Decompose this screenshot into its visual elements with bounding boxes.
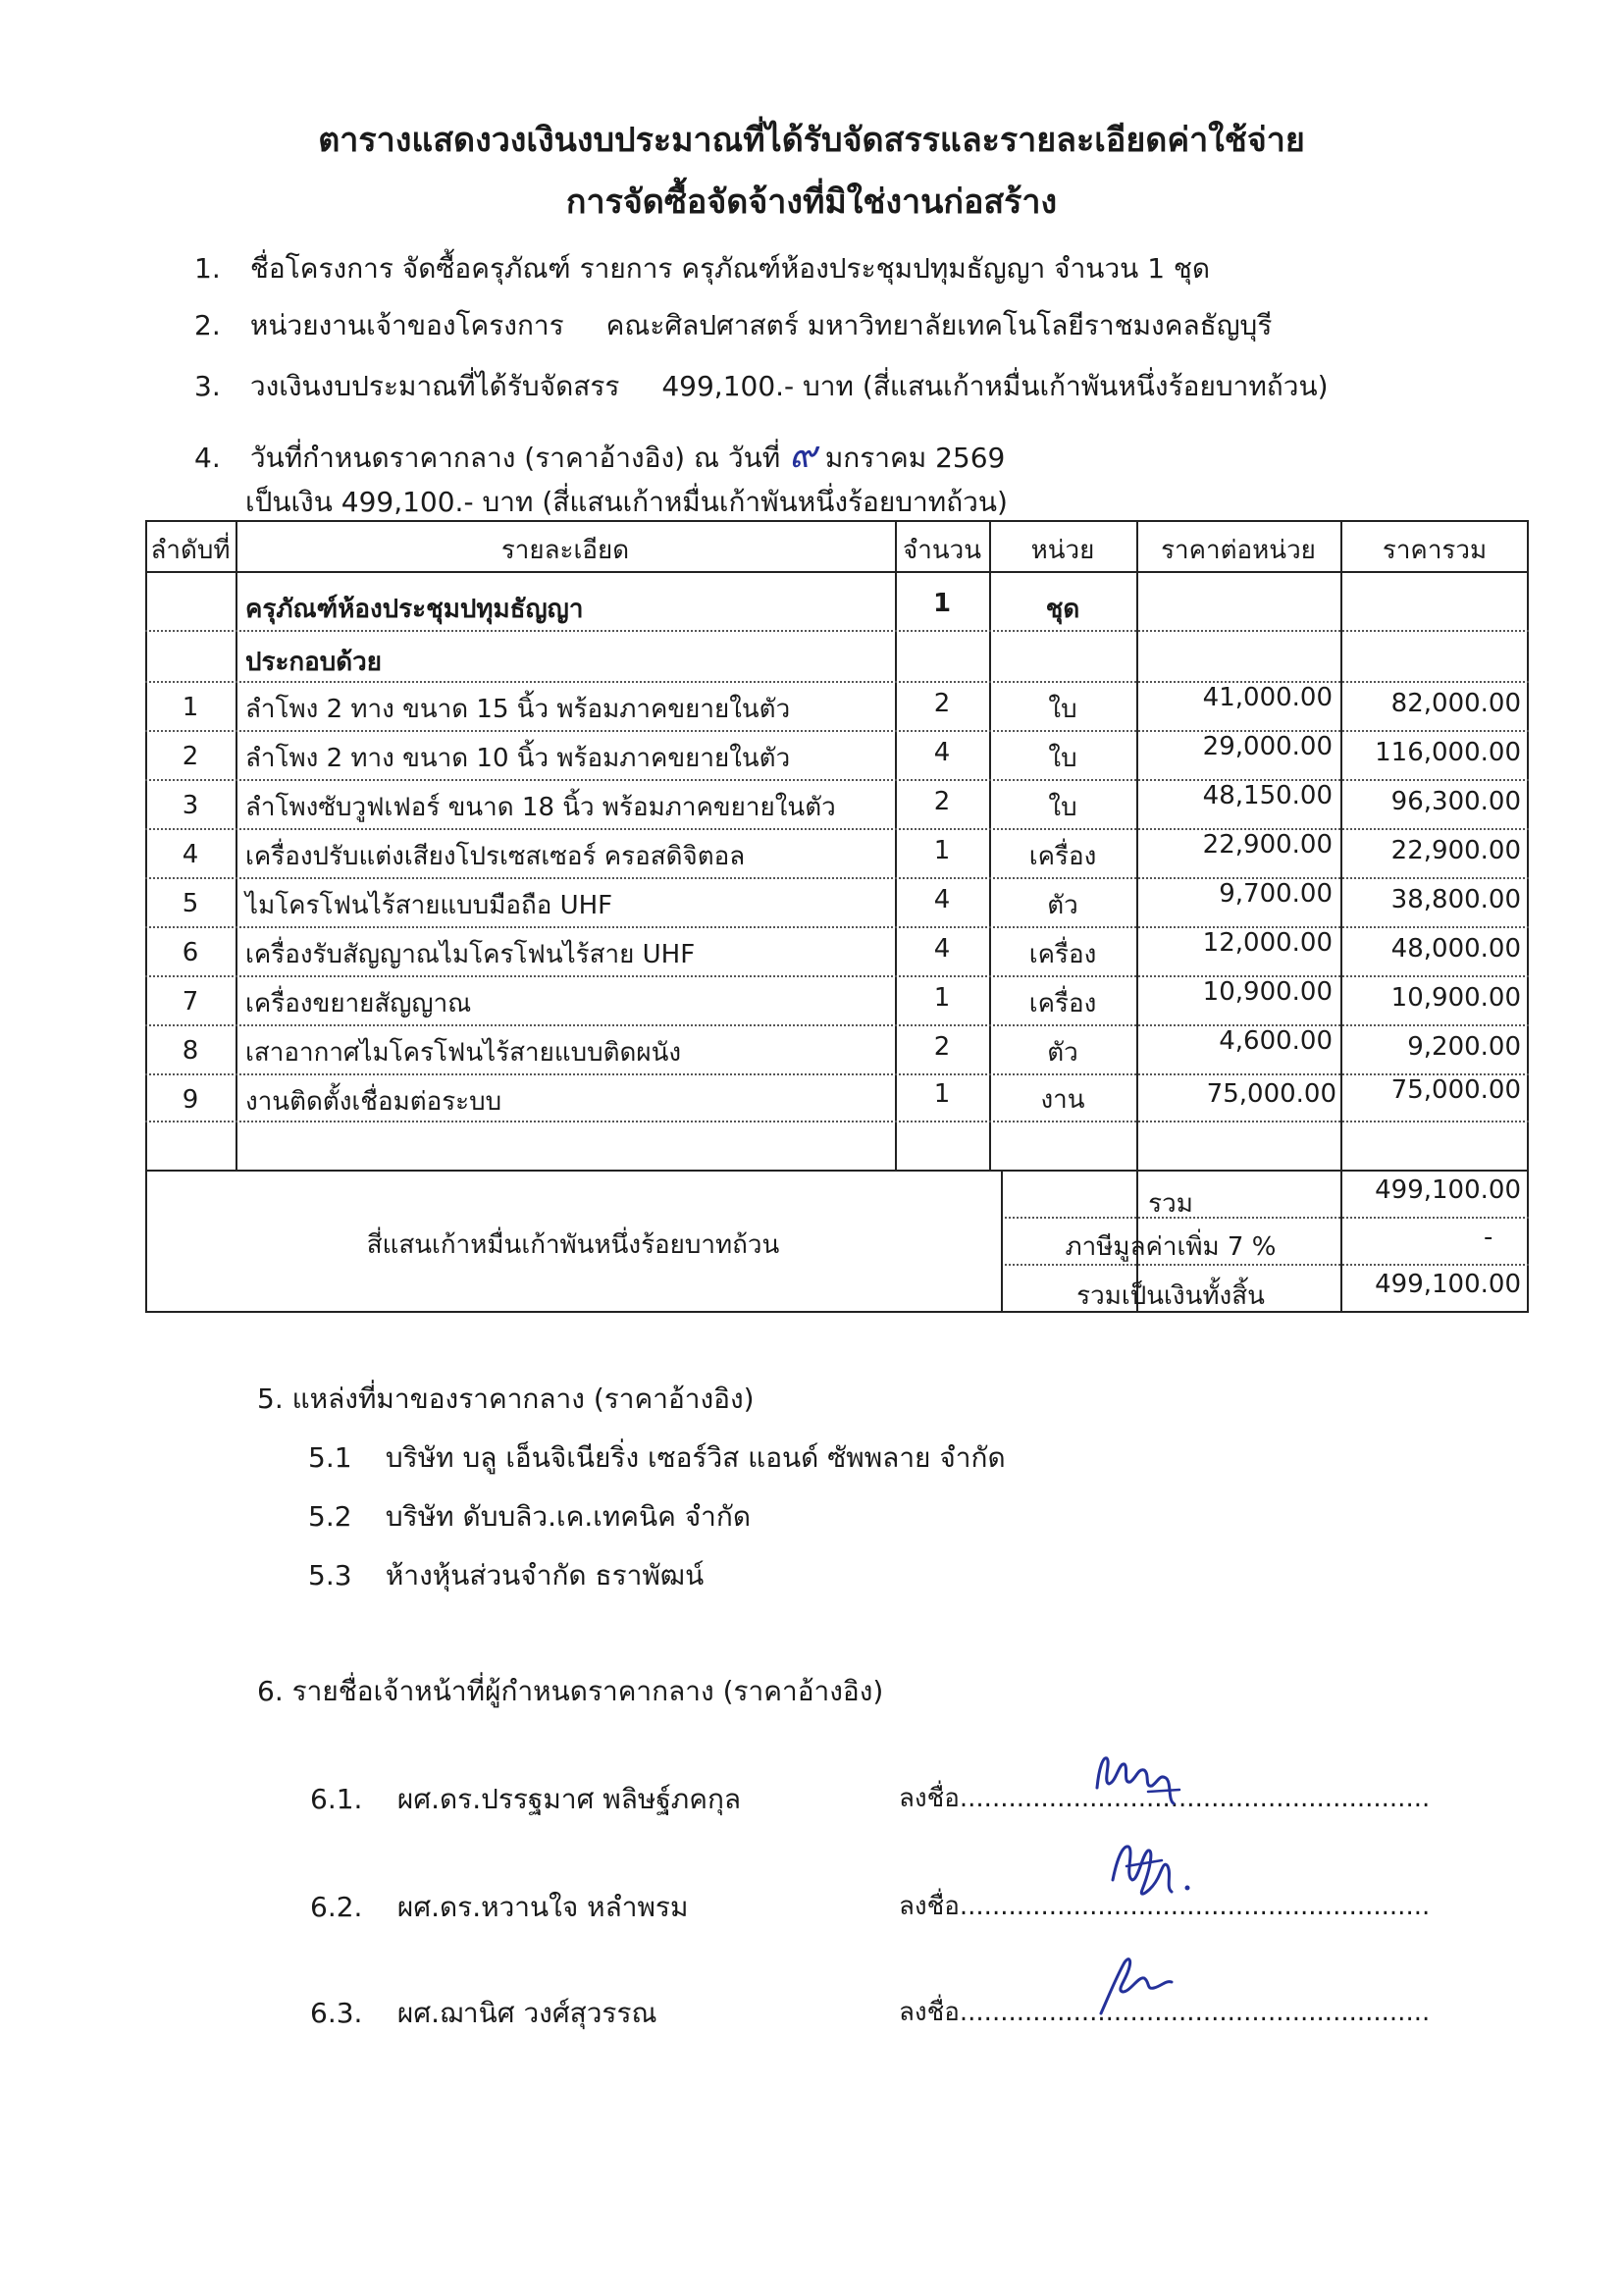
header-detail: รายละเอียด	[500, 536, 630, 565]
officer-number: 6.1.	[310, 1783, 363, 1815]
signature-line: ลงชื่อ..........................................................	[899, 1892, 1431, 1921]
officer-name: ผศ.ดร.ปรรฐมาศ พลิษฐ์ภคกุล	[396, 1783, 742, 1815]
row-unit: ตัว	[1047, 891, 1078, 920]
signature-line: ลงชื่อ..........................................................	[899, 1998, 1431, 2027]
row-no: 4	[182, 840, 199, 869]
officer-number: 6.3.	[310, 1997, 363, 2029]
sum-label: รวม	[1148, 1189, 1193, 1219]
signature-3	[1093, 1947, 1201, 2025]
info-item-4-number: 4.	[194, 442, 221, 474]
section5-item	[308, 1436, 1006, 1480]
row-unit: ใบ	[1048, 695, 1077, 724]
header-unit: หน่วย	[1030, 536, 1095, 565]
header-divider	[145, 571, 1529, 573]
row-total: 9,200.00	[1407, 1032, 1521, 1062]
info-item-3-label: วงเงินงบประมาณที่ได้รับจัดสรร	[249, 370, 620, 402]
row-detail: ลำโพง 2 ทาง ขนาด 10 นิ้ว พร้อมภาคขยายในตัว	[245, 744, 791, 773]
section6-heading: 6. รายชื่อเจ้าหน้าที่ผู้กำหนดราคากลาง (ราคาอ้างอิง)	[257, 1675, 884, 1707]
info-item-2-label: หน่วยงานเจ้าของโครงการ	[249, 309, 564, 341]
row-detail: ลำโพง 2 ทาง ขนาด 15 นิ้ว พร้อมภาคขยายในตัว	[245, 695, 791, 724]
row-no: 7	[182, 987, 199, 1017]
grand-total-value: 499,100.00	[1375, 1270, 1521, 1299]
officer-name: ผศ.ฌานิศ วงศ์สุวรรณ	[396, 1997, 657, 2029]
row-unit-price: 48,150.00	[1202, 781, 1333, 810]
summary-divider	[145, 1170, 1529, 1172]
row-unit-price: 75,000.00	[1206, 1079, 1336, 1109]
signature-2	[1103, 1831, 1211, 1909]
row-no: 8	[182, 1036, 199, 1066]
info-item-3-number: 3.	[194, 370, 221, 402]
row-total: 22,900.00	[1390, 836, 1521, 865]
handwritten-day: ๙	[789, 433, 816, 476]
section5-item-text: ห้างหุ้นส่วนจำกัด ธราพัฒน์	[385, 1559, 705, 1592]
row-total: 38,800.00	[1390, 885, 1521, 914]
grand-total-label: รวมเป็นเงินทั้งสิ้น	[1076, 1281, 1265, 1311]
row-qty: 1	[933, 1079, 951, 1109]
row-qty: 2	[933, 689, 951, 718]
row-no: 5	[182, 889, 199, 918]
signature-line: ลงชื่อ..........................................................	[899, 1784, 1431, 1813]
officer-row	[310, 1886, 688, 1929]
document-title: ตารางแสดงวงเงินงบประมาณที่ได้รับจัดสรรและรายละเอียดค่าใช้จ่าย	[318, 121, 1305, 160]
row-unit: งาน	[1040, 1085, 1085, 1115]
section5-item	[308, 1495, 751, 1539]
row-unit-price: 29,000.00	[1202, 732, 1333, 761]
header-unit-price: ราคาต่อหน่วย	[1161, 536, 1316, 565]
section5-heading: 5. แหล่งที่มาของราคากลาง (ราคาอ้างอิง)	[257, 1383, 755, 1415]
row-total: 82,000.00	[1390, 689, 1521, 718]
row-divider	[145, 630, 1529, 632]
col-divider	[236, 520, 237, 1170]
row-qty: 1	[933, 836, 951, 865]
row-unit: เครื่อง	[1028, 989, 1097, 1018]
info-item-4-text: วันที่กำหนดราคากลาง (ราคาอ้างอิง) ณ วันที่	[249, 442, 781, 474]
row-detail: ไมโครโฟนไร้สายแบบมือถือ UHF	[245, 891, 613, 920]
row-unit: เครื่อง	[1028, 842, 1097, 871]
row-unit-price: 22,900.00	[1202, 830, 1333, 860]
row-detail: เครื่องปรับแต่งเสียงโปรเซสเซอร์ ครอสดิจิตอล	[245, 842, 746, 871]
row-detail: งานติดตั้งเชื่อมต่อระบบ	[245, 1087, 502, 1117]
info-item-4-amount: เป็นเงิน 499,100.- บาท (สี่แสนเก้าหมื่นเก้าพันหนึ่งร้อยบาทถ้วน)	[245, 486, 1008, 518]
header-qty: จำนวน	[903, 536, 981, 565]
amount-in-words: สี่แสนเก้าหมื่นเก้าพันหนึ่งร้อยบาทถ้วน	[366, 1230, 780, 1260]
vat-label: ภาษีมูลค่าเพิ่ม 7 %	[1065, 1232, 1277, 1262]
row-divider	[145, 1073, 1529, 1075]
row-unit: เครื่อง	[1028, 940, 1097, 969]
row-no: 3	[182, 791, 199, 820]
info-item-3-value: 499,100.- บาท (สี่แสนเก้าหมื่นเก้าพันหนึ่งร้อยบาทถ้วน)	[661, 370, 1329, 402]
section5-item-text: บริษัท บลู เอ็นจิเนียริ่ง เซอร์วิส แอนด์ ซัพพลาย จำกัด	[385, 1441, 1006, 1474]
section5-item-text: บริษัท ดับบลิว.เค.เทคนิค จำกัด	[385, 1500, 752, 1533]
row-unit: ใบ	[1048, 744, 1077, 773]
section5-item	[308, 1554, 704, 1597]
row-qty: 4	[933, 885, 951, 914]
row-total: 96,300.00	[1390, 787, 1521, 816]
info-item-1	[194, 247, 1210, 290]
info-item-1-text: ชื่อโครงการ จัดซื้อครุภัณฑ์ รายการ ครุภัณฑ์ห้องประชุมปทุมธัญญา จำนวน 1 ชุด	[249, 252, 1211, 285]
signature-1	[1089, 1748, 1197, 1807]
row-unit: ตัว	[1047, 1038, 1078, 1068]
officer-row	[310, 1992, 656, 2035]
section5-item-number: 5.1	[308, 1441, 352, 1474]
row-no: 2	[182, 742, 199, 771]
row-unit-price: 41,000.00	[1202, 683, 1333, 712]
row-total: 75,000.00	[1390, 1075, 1521, 1105]
info-item-2-value: คณะศิลปศาสตร์ มหาวิทยาลัยเทคโนโลยีราชมงคลธัญบุรี	[605, 309, 1273, 341]
row-detail: เครื่องรับสัญญาณไมโครโฟนไร้สาย UHF	[245, 940, 696, 969]
consists-of-label: ประกอบด้วย	[245, 648, 383, 677]
row-qty: 2	[933, 787, 951, 816]
row-unit-price: 4,600.00	[1219, 1026, 1333, 1056]
main-item-unit: ชุด	[1045, 595, 1080, 624]
row-unit: ใบ	[1048, 793, 1077, 822]
officer-name: ผศ.ดร.หวานใจ หลำพรม	[396, 1891, 689, 1923]
row-no: 9	[182, 1085, 199, 1115]
row-detail: ลำโพงซับวูฟเฟอร์ ขนาด 18 นิ้ว พร้อมภาคขยายในตัว	[245, 793, 836, 822]
info-item-4-month: มกราคม 2569	[824, 442, 1006, 474]
sum-value: 499,100.00	[1375, 1175, 1521, 1205]
info-item-4	[194, 424, 1005, 484]
info-item-1-number: 1.	[194, 252, 221, 285]
row-detail: เสาอากาศไมโครโฟนไร้สายแบบติดผนัง	[245, 1038, 682, 1068]
row-qty: 4	[933, 738, 951, 767]
officer-row	[310, 1778, 741, 1821]
info-item-2-number: 2.	[194, 309, 221, 341]
row-no: 6	[182, 938, 199, 967]
main-item-detail: ครุภัณฑ์ห้องประชุมปทุมธัญญา	[245, 595, 584, 624]
row-unit-price: 10,900.00	[1202, 977, 1333, 1007]
header-total: ราคารวม	[1382, 536, 1488, 565]
row-unit-price: 12,000.00	[1202, 928, 1333, 958]
row-qty: 1	[933, 983, 951, 1013]
row-total: 48,000.00	[1390, 934, 1521, 964]
row-total: 10,900.00	[1390, 983, 1521, 1013]
info-item-2	[194, 304, 1272, 347]
row-no: 1	[182, 693, 199, 722]
section5-item-number: 5.3	[308, 1559, 352, 1592]
document-subtitle: การจัดซื้อจัดจ้างที่มิใช่งานก่อสร้าง	[565, 183, 1058, 222]
row-qty: 2	[933, 1032, 951, 1062]
info-item-3	[194, 365, 1329, 408]
officer-number: 6.2.	[310, 1891, 363, 1923]
section5-item-number: 5.2	[308, 1500, 352, 1533]
vat-value: -	[1484, 1223, 1493, 1252]
row-detail: เครื่องขยายสัญญาณ	[245, 989, 472, 1018]
main-item-qty: 1	[932, 589, 952, 618]
header-no: ลำดับที่	[150, 536, 231, 565]
row-unit-price: 9,700.00	[1219, 879, 1333, 909]
budget-table	[145, 520, 1529, 1313]
row-total: 116,000.00	[1375, 738, 1521, 767]
row-qty: 4	[933, 934, 951, 964]
